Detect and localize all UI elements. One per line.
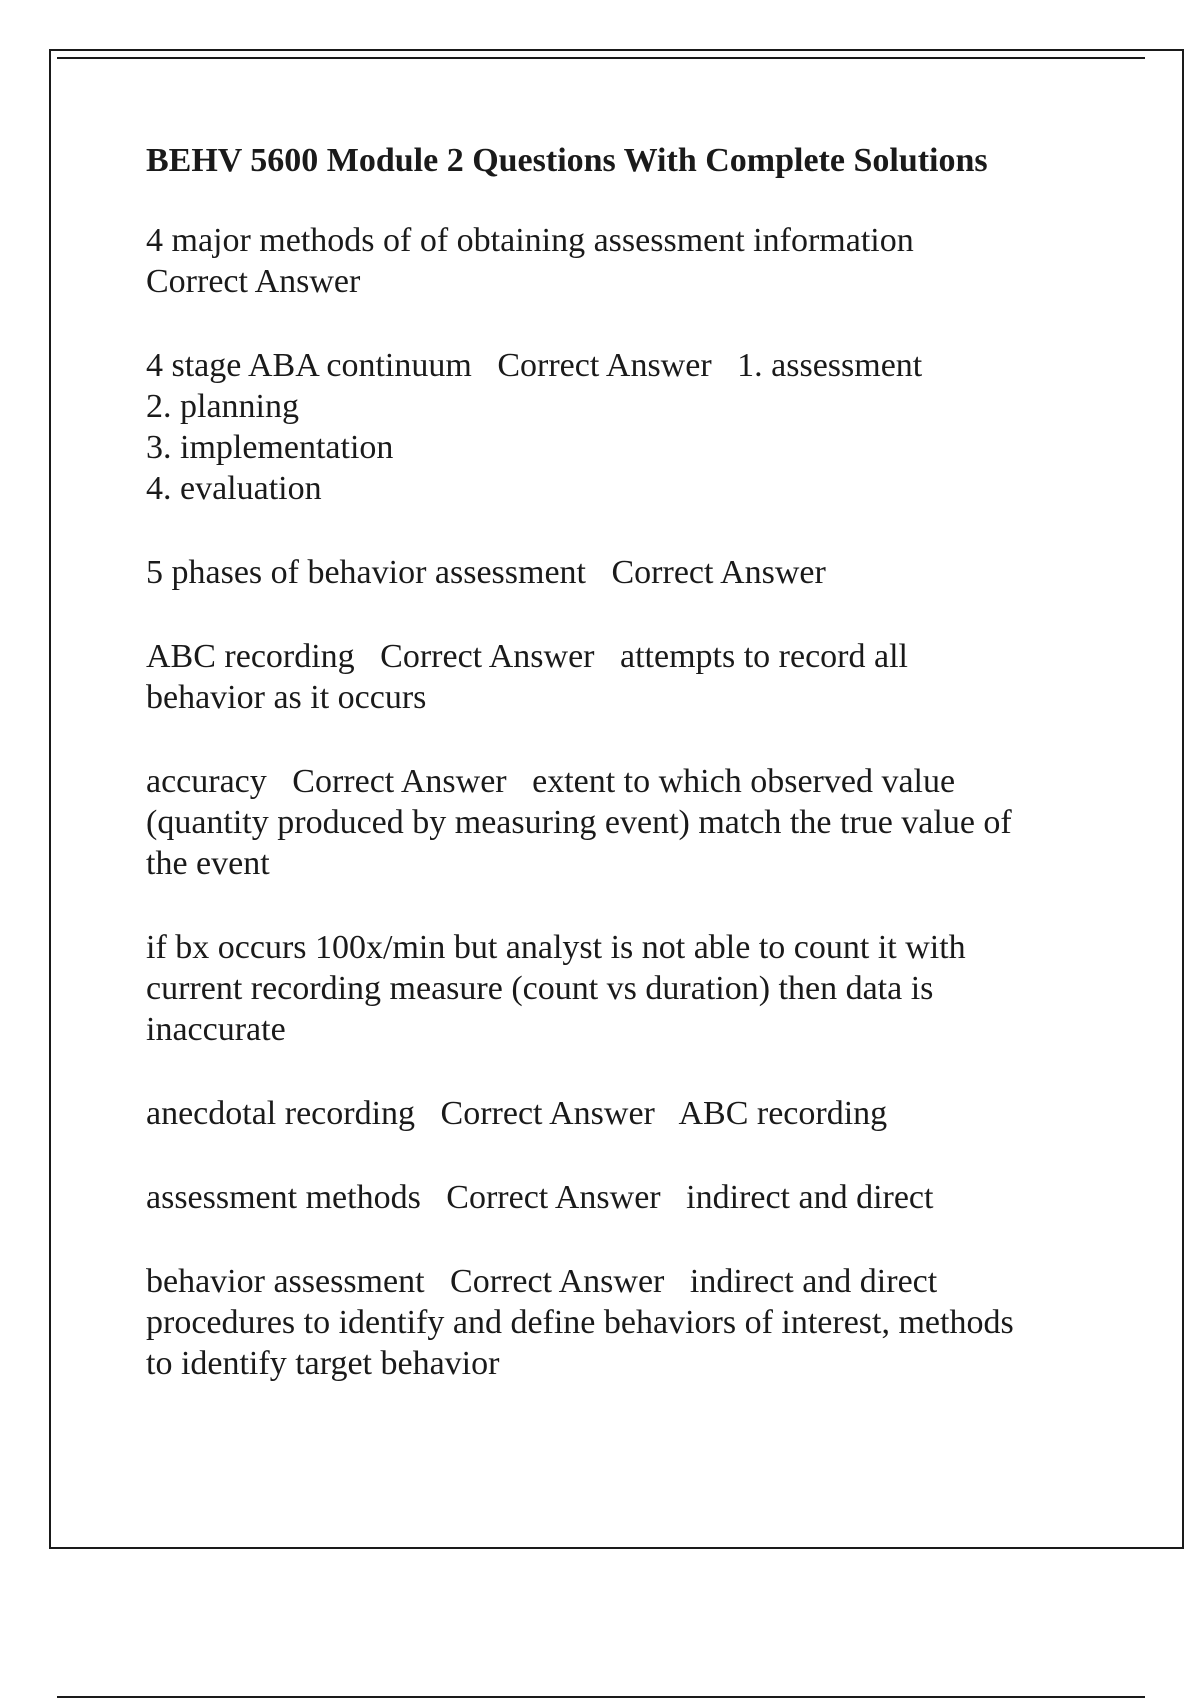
qa-entry: 5 phases of behavior assessment Correct Answer <box>146 554 826 591</box>
page-title: BEHV 5600 Module 2 Questions With Complete Solutions <box>146 142 988 179</box>
qa-entry: assessment methods Correct Answer indirect and direct <box>146 1179 934 1216</box>
qa-entry: behavior assessment Correct Answer indirect and direct procedures to identify and define behaviors of interest, methods to identify target behavior <box>146 1263 1014 1382</box>
qa-entry: 4 stage ABA continuum Correct Answer 1. assessment 2. planning 3. implementation 4. evaluation <box>146 347 923 507</box>
qa-entry: accuracy Correct Answer extent to which observed value (quantity produced by measuring event) match the true value of the event <box>146 763 1012 882</box>
qa-entry: if bx occurs 100x/min but analyst is not able to count it with current recording measure (count vs duration) then data is inaccurate <box>146 929 966 1048</box>
document-body <box>146 140 1086 1427</box>
header-rule <box>57 57 1145 59</box>
qa-entry: ABC recording Correct Answer attempts to record all behavior as it occurs <box>146 638 908 716</box>
footer-rule <box>57 1696 1145 1698</box>
qa-entry: 4 major methods of of obtaining assessment information Correct Answer <box>146 222 914 300</box>
qa-entry: anecdotal recording Correct Answer ABC recording <box>146 1095 888 1132</box>
